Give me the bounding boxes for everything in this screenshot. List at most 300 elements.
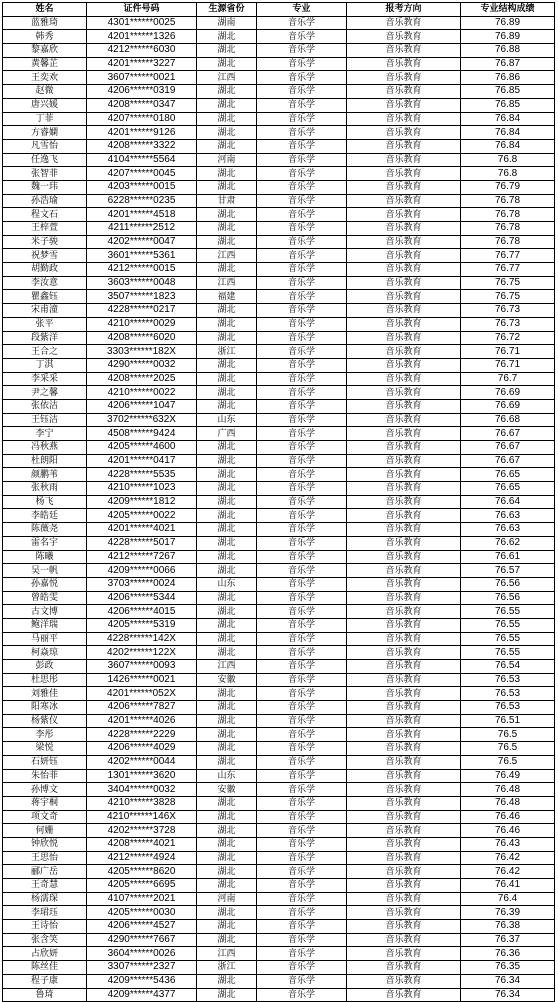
cell-major: 音乐学 (257, 194, 347, 208)
cell-province: 河南 (197, 892, 257, 906)
cell-major: 音乐学 (257, 331, 347, 345)
cell-score: 76.37 (461, 933, 555, 947)
cell-province: 湖北 (197, 879, 257, 893)
cell-direction: 音乐教育 (347, 85, 461, 99)
cell-direction: 音乐教育 (347, 167, 461, 181)
cell-id-number: 3303******182X (87, 345, 197, 359)
cell-province: 甘肃 (197, 194, 257, 208)
cell-direction: 音乐教育 (347, 153, 461, 167)
cell-major: 音乐学 (257, 701, 347, 715)
cell-score: 76.4 (461, 892, 555, 906)
cell-direction: 音乐教育 (347, 208, 461, 222)
table-row (3, 550, 555, 564)
cell-province: 湖北 (197, 317, 257, 331)
cell-direction: 音乐教育 (347, 249, 461, 263)
cell-province: 湖北 (197, 126, 257, 140)
table-row (3, 276, 555, 290)
cell-name: 孙博文 (3, 783, 87, 797)
cell-id-number: 1426******0021 (87, 673, 197, 687)
cell-score: 76.68 (461, 413, 555, 427)
cell-province: 湖北 (197, 523, 257, 537)
table-row (3, 824, 555, 838)
cell-name: 刘雅佳 (3, 687, 87, 701)
cell-id-number: 4201******9126 (87, 126, 197, 140)
cell-major: 音乐学 (257, 605, 347, 619)
cell-id-number: 3703******0024 (87, 577, 197, 591)
cell-province: 湖北 (197, 988, 257, 1002)
cell-direction: 音乐教育 (347, 509, 461, 523)
cell-direction: 音乐教育 (347, 523, 461, 537)
cell-id-number: 4209******5436 (87, 974, 197, 988)
cell-name: 王梓萱 (3, 222, 87, 236)
cell-major: 音乐学 (257, 167, 347, 181)
cell-direction: 音乐教育 (347, 304, 461, 318)
cell-id-number: 3307******2327 (87, 961, 197, 975)
table-row (3, 783, 555, 797)
table-row (3, 810, 555, 824)
cell-province: 河南 (197, 153, 257, 167)
cell-direction: 音乐教育 (347, 879, 461, 893)
cell-score: 76.55 (461, 618, 555, 632)
cell-major: 音乐学 (257, 249, 347, 263)
cell-major: 音乐学 (257, 413, 347, 427)
cell-major: 音乐学 (257, 796, 347, 810)
cell-province: 湖北 (197, 482, 257, 496)
table-row (3, 660, 555, 674)
cell-direction: 音乐教育 (347, 796, 461, 810)
cell-score: 76.51 (461, 714, 555, 728)
cell-direction: 音乐教育 (347, 317, 461, 331)
cell-name: 王诗怡 (3, 920, 87, 934)
cell-id-number: 4206******1047 (87, 399, 197, 413)
cell-name: 杨濡琛 (3, 892, 87, 906)
table-row (3, 591, 555, 605)
cell-name: 张依洁 (3, 399, 87, 413)
cell-major: 音乐学 (257, 290, 347, 304)
cell-direction: 音乐教育 (347, 427, 461, 441)
table-row (3, 673, 555, 687)
table-row (3, 167, 555, 181)
cell-province: 广西 (197, 427, 257, 441)
cell-name: 凡雪怡 (3, 139, 87, 153)
cell-major: 音乐学 (257, 933, 347, 947)
cell-name: 米子骏 (3, 235, 87, 249)
cell-name: 冯秋燕 (3, 441, 87, 455)
cell-score: 76.67 (461, 454, 555, 468)
table-row (3, 57, 555, 71)
cell-name: 颜鹏苇 (3, 468, 87, 482)
cell-major: 音乐学 (257, 358, 347, 372)
cell-province: 湖北 (197, 495, 257, 509)
cell-major: 音乐学 (257, 988, 347, 1002)
header-major: 专业 (257, 3, 347, 17)
table-row (3, 933, 555, 947)
cell-province: 湖北 (197, 454, 257, 468)
cell-province: 安徽 (197, 783, 257, 797)
cell-score: 76.41 (461, 879, 555, 893)
cell-province: 湖北 (197, 85, 257, 99)
table-row (3, 399, 555, 413)
cell-province: 湖北 (197, 180, 257, 194)
cell-direction: 音乐教育 (347, 71, 461, 85)
table-row (3, 345, 555, 359)
cell-name: 蒋宇桐 (3, 796, 87, 810)
table-row (3, 263, 555, 277)
table-row (3, 208, 555, 222)
cell-name: 方睿嫻 (3, 126, 87, 140)
cell-score: 76.85 (461, 85, 555, 99)
cell-direction: 音乐教育 (347, 222, 461, 236)
cell-score: 76.55 (461, 646, 555, 660)
cell-major: 音乐学 (257, 98, 347, 112)
table-row (3, 495, 555, 509)
header-province: 生源省份 (197, 3, 257, 17)
cell-province: 湖南 (197, 16, 257, 30)
cell-score: 76.73 (461, 304, 555, 318)
cell-major: 音乐学 (257, 30, 347, 44)
cell-major: 音乐学 (257, 222, 347, 236)
cell-province: 湖北 (197, 468, 257, 482)
cell-province: 湖北 (197, 933, 257, 947)
cell-direction: 音乐教育 (347, 673, 461, 687)
cell-id-number: 4208******0347 (87, 98, 197, 112)
cell-province: 湖北 (197, 30, 257, 44)
cell-score: 76.34 (461, 988, 555, 1002)
cell-score: 76.34 (461, 974, 555, 988)
cell-province: 湖北 (197, 865, 257, 879)
header-row (3, 3, 555, 17)
cell-province: 湖北 (197, 386, 257, 400)
cell-name: 王奇慧 (3, 879, 87, 893)
cell-direction: 音乐教育 (347, 591, 461, 605)
cell-id-number: 4206******4015 (87, 605, 197, 619)
cell-province: 山东 (197, 413, 257, 427)
table-row (3, 139, 555, 153)
cell-direction: 音乐教育 (347, 276, 461, 290)
cell-name: 鲁琦 (3, 988, 87, 1002)
cell-direction: 音乐教育 (347, 769, 461, 783)
cell-major: 音乐学 (257, 837, 347, 851)
cell-score: 76.78 (461, 194, 555, 208)
cell-direction: 音乐教育 (347, 235, 461, 249)
table-row (3, 317, 555, 331)
cell-score: 76.35 (461, 961, 555, 975)
cell-id-number: 4212******6030 (87, 44, 197, 58)
table-row (3, 358, 555, 372)
cell-direction: 音乐教育 (347, 139, 461, 153)
cell-direction: 音乐教育 (347, 906, 461, 920)
cell-direction: 音乐教育 (347, 974, 461, 988)
table-row (3, 646, 555, 660)
cell-id-number: 3603******0048 (87, 276, 197, 290)
cell-province: 湖北 (197, 222, 257, 236)
cell-major: 音乐学 (257, 468, 347, 482)
cell-name: 胡勤政 (3, 263, 87, 277)
cell-name: 张智菲 (3, 167, 87, 181)
cell-province: 山东 (197, 577, 257, 591)
table-row (3, 413, 555, 427)
cell-name: 杜朗阳 (3, 454, 87, 468)
cell-province: 湖北 (197, 550, 257, 564)
cell-direction: 音乐教育 (347, 16, 461, 30)
cell-direction: 音乐教育 (347, 263, 461, 277)
cell-name: 张秋雨 (3, 482, 87, 496)
table-row (3, 523, 555, 537)
cell-score: 76.56 (461, 577, 555, 591)
cell-id-number: 4205******0022 (87, 509, 197, 523)
table-row (3, 468, 555, 482)
cell-name: 孙嘉悦 (3, 577, 87, 591)
cell-province: 湖北 (197, 605, 257, 619)
cell-id-number: 4201******3227 (87, 57, 197, 71)
cell-id-number: 4210******3828 (87, 796, 197, 810)
cell-direction: 音乐教育 (347, 933, 461, 947)
table-row (3, 290, 555, 304)
cell-major: 音乐学 (257, 482, 347, 496)
cell-direction: 音乐教育 (347, 947, 461, 961)
cell-major: 音乐学 (257, 632, 347, 646)
cell-major: 音乐学 (257, 495, 347, 509)
cell-major: 音乐学 (257, 961, 347, 975)
cell-id-number: 4228******142X (87, 632, 197, 646)
cell-province: 湖北 (197, 139, 257, 153)
cell-major: 音乐学 (257, 646, 347, 660)
cell-direction: 音乐教育 (347, 810, 461, 824)
cell-province: 湖北 (197, 974, 257, 988)
cell-name: 阳寒冰 (3, 701, 87, 715)
cell-score: 76.78 (461, 222, 555, 236)
cell-id-number: 4107******2021 (87, 892, 197, 906)
table-row (3, 879, 555, 893)
cell-id-number: 4201******4026 (87, 714, 197, 728)
cell-name: 瞿鑫钰 (3, 290, 87, 304)
cell-name: 丁菲 (3, 112, 87, 126)
cell-score: 76.71 (461, 358, 555, 372)
cell-province: 湖北 (197, 263, 257, 277)
cell-direction: 音乐教育 (347, 920, 461, 934)
cell-id-number: 4202******122X (87, 646, 197, 660)
table-body (3, 16, 555, 1002)
cell-score: 76.38 (461, 920, 555, 934)
cell-direction: 音乐教育 (347, 399, 461, 413)
cell-major: 音乐学 (257, 112, 347, 126)
cell-province: 湖北 (197, 837, 257, 851)
cell-direction: 音乐教育 (347, 468, 461, 482)
cell-province: 湖北 (197, 399, 257, 413)
cell-name: 石妍钰 (3, 755, 87, 769)
cell-direction: 音乐教育 (347, 57, 461, 71)
cell-major: 音乐学 (257, 180, 347, 194)
cell-name: 唐兴媛 (3, 98, 87, 112)
cell-score: 76.78 (461, 235, 555, 249)
cell-province: 湖北 (197, 44, 257, 58)
cell-direction: 音乐教育 (347, 126, 461, 140)
cell-score: 76.49 (461, 769, 555, 783)
table-row (3, 153, 555, 167)
cell-id-number: 4206******4029 (87, 742, 197, 756)
cell-id-number: 4301******0025 (87, 16, 197, 30)
cell-direction: 音乐教育 (347, 454, 461, 468)
cell-major: 音乐学 (257, 769, 347, 783)
table-row (3, 536, 555, 550)
cell-major: 音乐学 (257, 536, 347, 550)
cell-major: 音乐学 (257, 742, 347, 756)
cell-name: 王奕欢 (3, 71, 87, 85)
cell-major: 音乐学 (257, 906, 347, 920)
cell-direction: 音乐教育 (347, 605, 461, 619)
cell-score: 76.85 (461, 98, 555, 112)
cell-direction: 音乐教育 (347, 331, 461, 345)
cell-score: 76.88 (461, 44, 555, 58)
cell-major: 音乐学 (257, 824, 347, 838)
cell-major: 音乐学 (257, 386, 347, 400)
cell-id-number: 3607******0093 (87, 660, 197, 674)
cell-id-number: 4205******6695 (87, 879, 197, 893)
cell-score: 76.36 (461, 947, 555, 961)
cell-province: 湖北 (197, 851, 257, 865)
table-row (3, 906, 555, 920)
cell-score: 76.48 (461, 783, 555, 797)
cell-major: 音乐学 (257, 523, 347, 537)
score-table (2, 2, 555, 1002)
cell-direction: 音乐教育 (347, 413, 461, 427)
cell-id-number: 4212******0015 (87, 263, 197, 277)
cell-province: 湖北 (197, 810, 257, 824)
cell-score: 76.69 (461, 386, 555, 400)
cell-direction: 音乐教育 (347, 495, 461, 509)
table-row (3, 194, 555, 208)
table-row (3, 44, 555, 58)
cell-score: 76.39 (461, 906, 555, 920)
cell-province: 湖北 (197, 167, 257, 181)
table-row (3, 71, 555, 85)
cell-direction: 音乐教育 (347, 386, 461, 400)
cell-direction: 音乐教育 (347, 112, 461, 126)
cell-id-number: 4201******1326 (87, 30, 197, 44)
cell-direction: 音乐教育 (347, 701, 461, 715)
cell-id-number: 4201******0417 (87, 454, 197, 468)
cell-id-number: 4206******5344 (87, 591, 197, 605)
cell-direction: 音乐教育 (347, 783, 461, 797)
cell-id-number: 4206******7827 (87, 701, 197, 715)
cell-direction: 音乐教育 (347, 851, 461, 865)
cell-major: 音乐学 (257, 920, 347, 934)
cell-direction: 音乐教育 (347, 180, 461, 194)
cell-direction: 音乐教育 (347, 961, 461, 975)
table-row (3, 454, 555, 468)
cell-direction: 音乐教育 (347, 728, 461, 742)
cell-id-number: 4206******4527 (87, 920, 197, 934)
cell-id-number: 4210******146X (87, 810, 197, 824)
cell-direction: 音乐教育 (347, 290, 461, 304)
cell-score: 76.46 (461, 810, 555, 824)
table-row (3, 961, 555, 975)
cell-major: 音乐学 (257, 509, 347, 523)
table-row (3, 98, 555, 112)
cell-score: 76.67 (461, 427, 555, 441)
cell-major: 音乐学 (257, 235, 347, 249)
header-score: 专业结构成绩 (461, 3, 555, 17)
cell-name: 鲍洋瑞 (3, 618, 87, 632)
cell-direction: 音乐教育 (347, 646, 461, 660)
cell-id-number: 4202******0047 (87, 235, 197, 249)
cell-name: 魏一玮 (3, 180, 87, 194)
table-row (3, 235, 555, 249)
cell-score: 76.77 (461, 263, 555, 277)
cell-province: 安徽 (197, 673, 257, 687)
header-id-number: 证件号码 (87, 3, 197, 17)
cell-province: 湖北 (197, 755, 257, 769)
table-row (3, 85, 555, 99)
cell-province: 江西 (197, 249, 257, 263)
cell-province: 湖北 (197, 509, 257, 523)
cell-name: 赵微 (3, 85, 87, 99)
cell-direction: 音乐教育 (347, 345, 461, 359)
cell-province: 湖北 (197, 632, 257, 646)
cell-province: 浙江 (197, 961, 257, 975)
cell-major: 音乐学 (257, 372, 347, 386)
table-row (3, 304, 555, 318)
cell-name: 韩秀 (3, 30, 87, 44)
cell-score: 76.53 (461, 673, 555, 687)
cell-name: 王钰洁 (3, 413, 87, 427)
table-row (3, 577, 555, 591)
cell-direction: 音乐教育 (347, 618, 461, 632)
cell-major: 音乐学 (257, 974, 347, 988)
cell-score: 76.7 (461, 372, 555, 386)
cell-province: 湖北 (197, 742, 257, 756)
cell-province: 浙江 (197, 345, 257, 359)
score-sheet (2, 2, 554, 1002)
cell-id-number: 4209******1812 (87, 495, 197, 509)
cell-name: 丁淇 (3, 358, 87, 372)
cell-score: 76.84 (461, 139, 555, 153)
cell-province: 湖北 (197, 687, 257, 701)
cell-major: 音乐学 (257, 304, 347, 318)
cell-id-number: 4290******7667 (87, 933, 197, 947)
cell-name: 李皓廷 (3, 509, 87, 523)
cell-major: 音乐学 (257, 57, 347, 71)
cell-score: 76.89 (461, 30, 555, 44)
table-row (3, 331, 555, 345)
cell-direction: 音乐教育 (347, 865, 461, 879)
cell-score: 76.63 (461, 509, 555, 523)
cell-score: 76.8 (461, 153, 555, 167)
cell-province: 湖北 (197, 618, 257, 632)
cell-id-number: 4210******0022 (87, 386, 197, 400)
cell-name: 彭政 (3, 660, 87, 674)
cell-id-number: 4202******0044 (87, 755, 197, 769)
table-row (3, 865, 555, 879)
cell-major: 音乐学 (257, 16, 347, 30)
cell-name: 李汝意 (3, 276, 87, 290)
cell-name: 陈薇尧 (3, 523, 87, 537)
cell-direction: 音乐教育 (347, 660, 461, 674)
table-row (3, 372, 555, 386)
cell-score: 76.73 (461, 317, 555, 331)
cell-score: 76.55 (461, 605, 555, 619)
cell-province: 湖北 (197, 331, 257, 345)
cell-province: 湖北 (197, 701, 257, 715)
cell-id-number: 4212******7267 (87, 550, 197, 564)
cell-id-number: 3607******0021 (87, 71, 197, 85)
cell-name: 李珺珏 (3, 906, 87, 920)
cell-province: 湖北 (197, 646, 257, 660)
cell-name: 柯焱琼 (3, 646, 87, 660)
table-row (3, 632, 555, 646)
cell-name: 杨飞 (3, 495, 87, 509)
table-row (3, 769, 555, 783)
